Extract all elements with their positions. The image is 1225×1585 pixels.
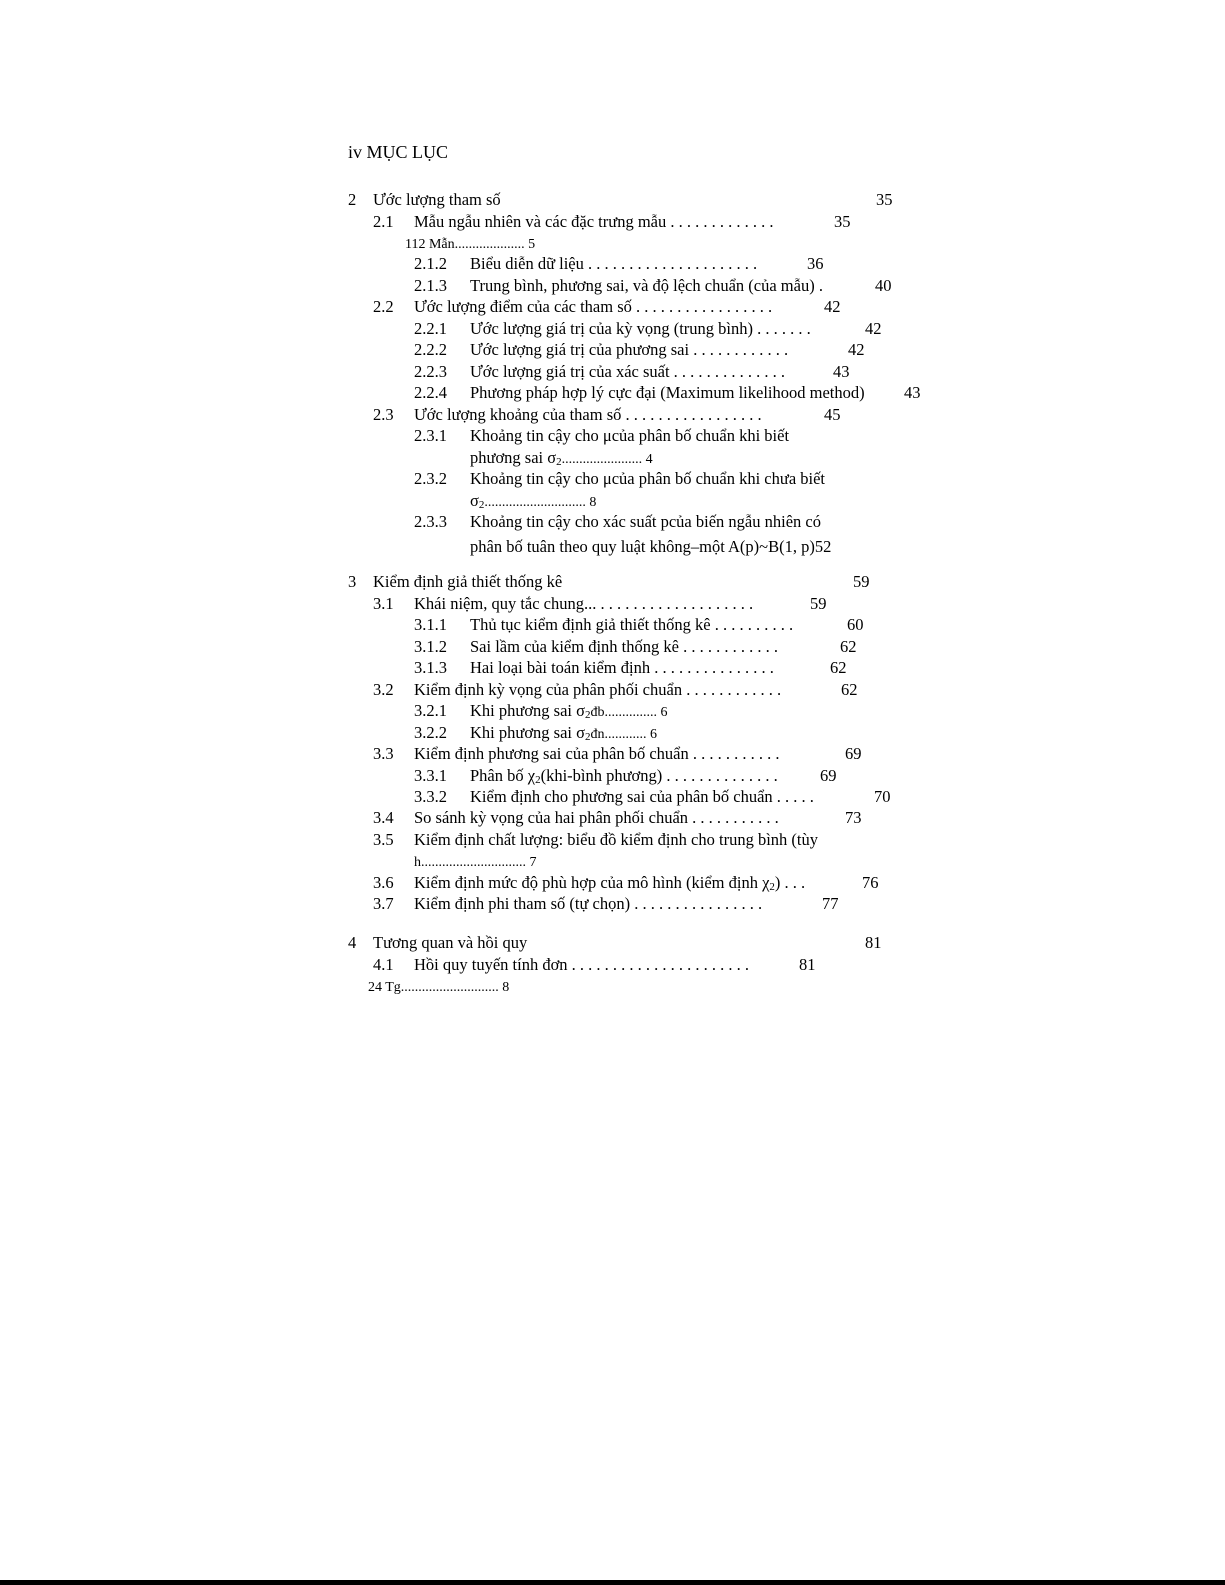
toc-number: 2.1 <box>373 212 394 231</box>
toc-number: 3.1.3 <box>414 658 447 677</box>
toc-section-3-1-3[interactable] <box>414 658 847 678</box>
toc-title: Sai lầm của kiểm định thống kê . . . . . . . . . . . . <box>470 637 778 656</box>
toc-section-3-4[interactable] <box>373 808 862 828</box>
toc-number: 3.2 <box>373 680 394 699</box>
toc-section-2-2-2[interactable] <box>414 340 865 360</box>
toc-page: 60 <box>847 615 864 634</box>
toc-title: Kiểm định chất lượng: biểu đồ kiểm định cho trung bình (tùy <box>414 830 818 849</box>
toc-section-2-1[interactable] <box>373 212 851 232</box>
subscript: 2 <box>535 774 541 786</box>
toc-section-3-7[interactable] <box>373 894 839 914</box>
toc-section-2-3-2[interactable] <box>414 469 825 489</box>
toc-page: 69 <box>845 744 862 763</box>
toc-title: Ước lượng giá trị của kỳ vọng (trung bình) . . . . . . . <box>470 319 811 338</box>
toc-section-2-2-4[interactable] <box>414 383 921 403</box>
toc-number: 3.4 <box>373 808 394 827</box>
toc-title-continued-tail: ............................. 8 <box>484 495 597 510</box>
toc-section-2-3-3-continued <box>470 537 831 557</box>
toc-number: 2.1.3 <box>414 276 447 295</box>
toc-section-3-5-continued <box>414 851 537 873</box>
toc-title: So sánh kỳ vọng của hai phân phối chuẩn . . . . . . . . . . . <box>414 808 779 827</box>
toc-section-3-1[interactable] <box>373 594 827 614</box>
toc-title: Thủ tục kiểm định giả thiết thống kê . . . . . . . . . . <box>470 615 794 634</box>
toc-number: 3 <box>348 572 357 591</box>
toc-page: 69 <box>820 766 837 785</box>
toc-page: 42 <box>848 340 865 359</box>
toc-title: Khoảng tin cậy cho xác suất pcủa biến ngẫu nhiên có <box>470 512 821 531</box>
toc-section-2-3[interactable] <box>373 405 841 425</box>
toc-page: 59 <box>853 572 870 591</box>
toc-page: 73 <box>845 808 862 827</box>
toc-title: Kiểm định kỳ vọng của phân phối chuẩn . . . . . . . . . . . . <box>414 680 782 699</box>
toc-title: Phân bố χ <box>470 766 536 785</box>
toc-page: 81 <box>799 955 816 974</box>
toc-section-2-2-1[interactable] <box>414 319 882 339</box>
toc-section-3-1-1[interactable] <box>414 615 864 635</box>
toc-section-3-2-1[interactable] <box>414 701 668 725</box>
toc-title: Kiểm định mức độ phù hợp của mô hình (kiểm định χ <box>414 873 770 892</box>
toc-title: Khoảng tin cậy cho μcủa phân bố chuẩn khi biết <box>470 426 790 445</box>
toc-number: 3.6 <box>373 873 394 892</box>
toc-title: Ước lượng giá trị của phương sai . . . . . . . . . . . . <box>470 340 789 359</box>
toc-number: 2.2.1 <box>414 319 447 338</box>
toc-number: 2.2.4 <box>414 383 447 402</box>
toc-title: Ước lượng khoảng của tham số . . . . . . . . . . . . . . . . . <box>414 405 762 424</box>
toc-title: Tương quan và hồi quy <box>373 933 528 952</box>
toc-title: Hồi quy tuyến tính đơn . . . . . . . . . . . . . . . . . . . . . . <box>414 955 750 974</box>
subscript: 2 <box>585 709 591 721</box>
toc-section-3-3-2[interactable] <box>414 787 891 807</box>
toc-number: 3.3.2 <box>414 787 447 806</box>
toc-title-continued: h.............................. 7 <box>414 855 537 870</box>
toc-number: 2.1.2 <box>414 254 447 273</box>
toc-section-2-1-3[interactable] <box>414 276 892 296</box>
toc-chapter-2[interactable] <box>348 190 893 210</box>
toc-garbled-entry: 112 Mẫn.................... 5 <box>405 237 536 252</box>
toc-number: 2 <box>348 190 357 209</box>
toc-title: Phương pháp hợp lý cực đại (Maximum likelihood method) <box>470 383 865 402</box>
toc-number: 2.2.2 <box>414 340 447 359</box>
toc-number: 2.2 <box>373 297 394 316</box>
toc-number: 3.1.1 <box>414 615 447 634</box>
toc-section-2-1-2[interactable] <box>414 254 824 274</box>
toc-page: 62 <box>841 680 858 699</box>
toc-page: 42 <box>824 297 841 316</box>
subscript: 2 <box>478 499 485 511</box>
toc-page: 77 <box>822 894 839 913</box>
toc-section-3-1-2[interactable] <box>414 637 857 657</box>
toc-number: 3.5 <box>373 830 394 849</box>
toc-title: Kiểm định giả thiết thống kê <box>373 572 563 591</box>
toc-section-3-3[interactable] <box>373 744 862 764</box>
toc-title: Khi phương sai σ <box>470 701 586 720</box>
toc-page: 42 <box>865 319 882 338</box>
subscript: 2 <box>585 731 591 743</box>
toc-page: 76 <box>862 873 879 892</box>
toc-section-3-5[interactable] <box>373 830 818 850</box>
toc-page: 59 <box>810 594 827 613</box>
toc-number: 2.3 <box>373 405 394 424</box>
toc-title-tail: đn............ 6 <box>590 727 658 742</box>
toc-page: 70 <box>874 787 891 806</box>
toc-number: 2.3.3 <box>414 512 447 531</box>
toc-title: Biểu diễn dữ liệu . . . . . . . . . . . . . . . . . . . . . <box>470 254 758 273</box>
toc-title: Ước lượng điểm của các tham số . . . . . . . . . . . . . . . . . <box>414 297 773 316</box>
toc-page: 62 <box>840 637 857 656</box>
toc-number: 3.2.2 <box>414 723 447 742</box>
toc-number: 4.1 <box>373 955 394 974</box>
toc-page: 62 <box>830 658 847 677</box>
toc-garbled-entry: 24 Tg............................ 8 <box>368 980 510 995</box>
toc-title: Kiểm định cho phương sai của phân bố chuẩn . . . . . <box>470 787 814 806</box>
toc-number: 3.3.1 <box>414 766 447 785</box>
toc-page: 35 <box>876 190 893 209</box>
toc-number: 3.1 <box>373 594 394 613</box>
toc-title: Kiểm định phương sai của phân bố chuẩn . . . . . . . . . . . <box>414 744 780 763</box>
toc-number: 2.2.3 <box>414 362 447 381</box>
toc-section-4-1[interactable] <box>373 955 816 975</box>
toc-title: Ước lượng tham số <box>373 190 501 209</box>
toc-page: 40 <box>875 276 892 295</box>
toc-section-2-3-3[interactable] <box>414 512 821 532</box>
toc-section-2-1-1[interactable] <box>405 233 535 255</box>
toc-section-4-2[interactable] <box>368 976 509 998</box>
toc-section-2-2[interactable] <box>373 297 841 317</box>
toc-title-tail: đb............... 6 <box>590 705 668 720</box>
toc-page: 36 <box>807 254 824 273</box>
toc-page: 45 <box>824 405 841 424</box>
toc-title-continued: σ <box>470 491 479 510</box>
toc-number: 3.1.2 <box>414 637 447 656</box>
toc-title: Khái niệm, quy tắc chung... . . . . . . . . . . . . . . . . . . . <box>414 594 754 613</box>
toc-chapter-4[interactable] <box>348 933 882 953</box>
toc-section-2-3-1[interactable] <box>414 426 789 446</box>
toc-title: Mẫu ngẫu nhiên và các đặc trưng mẫu . . . . . . . . . . . . . <box>414 212 774 231</box>
toc-number: 3.7 <box>373 894 394 913</box>
toc-page: 43 <box>833 362 850 381</box>
subscript: 2 <box>556 456 562 468</box>
toc-number: 2.3.1 <box>414 426 447 445</box>
toc-title: Ước lượng giá trị của xác suất . . . . . . . . . . . . . . <box>470 362 786 381</box>
toc-number: 3.2.1 <box>414 701 447 720</box>
toc-title: Hai loại bài toán kiểm định . . . . . . . . . . . . . . . <box>470 658 774 677</box>
toc-title: Khi phương sai σ <box>470 723 586 742</box>
toc-chapter-3[interactable] <box>348 572 870 592</box>
toc-title: Trung bình, phương sai, và độ lệch chuẩn (của mẫu) . <box>470 276 823 295</box>
toc-page: 81 <box>865 933 882 952</box>
toc-page: 43 <box>904 383 921 402</box>
page-header: iv MỤC LỤC <box>348 142 449 162</box>
toc-section-2-2-3[interactable] <box>414 362 850 382</box>
toc-title-tail: ) . . . <box>774 873 806 892</box>
toc-title-continued: phương sai σ <box>470 448 557 467</box>
toc-title: Kiểm định phi tham số (tự chọn) . . . . . . . . . . . . . . . . <box>414 894 763 913</box>
subscript: 2 <box>769 881 775 893</box>
toc-number: 3.3 <box>373 744 394 763</box>
toc-title: Khoảng tin cậy cho μcủa phân bố chuẩn khi chưa biết <box>470 469 826 488</box>
bottom-border <box>0 1580 1225 1585</box>
toc-section-3-2[interactable] <box>373 680 858 700</box>
toc-page: 35 <box>834 212 851 231</box>
toc-title-tail: (khi-bình phương) . . . . . . . . . . . . . . <box>540 766 778 785</box>
toc-number: 4 <box>348 933 357 952</box>
toc-number: 2.3.2 <box>414 469 447 488</box>
toc-title-continued-tail: ....................... 4 <box>561 452 653 467</box>
toc-title-continued: phân bố tuân theo quy luật không–một A(p)~B(1, p)52 <box>470 537 832 556</box>
